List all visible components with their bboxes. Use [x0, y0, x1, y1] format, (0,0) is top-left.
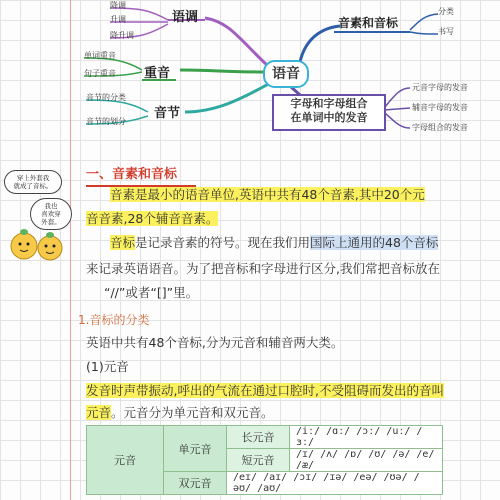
mm-letter-combo-node [272, 94, 386, 131]
bubble1-line2: 就成了音标。 [13, 182, 53, 190]
mascot-illustration [6, 222, 68, 268]
mm-syllable-item-1: 音节的分类 [86, 93, 126, 102]
highlight-phoneme-def: 音素是最小的语音单位,英语中共有48个音素,其中20个元 [110, 187, 425, 202]
paragraph-vowel-def-line1 [86, 384, 444, 398]
highlight-vowel-word: 元音 [86, 405, 112, 420]
bubble2-line1: 我也 [44, 202, 58, 210]
symbol-def-text: 是记录音素的符号。现在我们用 [135, 235, 311, 250]
mm-phoneme-label: 音素和音标 [338, 16, 399, 30]
single-vowel-cell: 单元音 [164, 426, 227, 472]
subheading-vowels: (1)元音 [86, 359, 129, 374]
paragraph-symbol-line2: 来记录英语语音。为了把音标和字母进行区分,我们常把音标放在 [86, 261, 440, 276]
bubble2-line3: 外套。 [41, 218, 61, 226]
double-vowel-values: /eɪ/ /aɪ/ /ɔɪ/ /ɪə/ /eə/ /ʊə/ /əʊ/ /aʊ/ [227, 472, 443, 495]
mm-intonation-label: 语调 [172, 10, 199, 25]
paragraph-classification: 英语中共有48个音标,分为元音和辅音两大类。 [86, 335, 344, 350]
long-vowel-values: /iː/ /ɑː/ /ɔː/ /uː/ /ɜː/ [290, 426, 443, 449]
mm-syllable-label: 音节 [154, 106, 181, 121]
highlight-phoneme-count: 音音素,28个辅音音素。 [86, 211, 219, 226]
mm-letter-combo-line2: 在单词中的发音 [290, 111, 368, 124]
long-vowel-label: 长元音 [227, 426, 290, 449]
bubble1-line1: 穿上外套我 [16, 174, 50, 182]
section-heading-text: 一、音素和音标 [86, 167, 178, 182]
paragraph-vowel-def-line2 [86, 406, 274, 420]
short-vowel-label: 短元音 [227, 449, 290, 472]
mm-intonation-item-2: 升调 [110, 15, 126, 24]
double-vowel-cell: 双元音 [164, 472, 227, 495]
paragraph-phoneme-line2 [86, 212, 218, 226]
mm-letter-combo-item-3: 字母组合的发音 [412, 123, 468, 132]
speech-bubble-1 [4, 170, 62, 194]
mm-phoneme-item-2: 书写 [438, 27, 454, 36]
vowel-group-cell: 元音 [87, 426, 164, 495]
vowel-table [86, 425, 443, 495]
short-vowel-values: /ɪ/ /ʌ/ /ɒ/ /ʊ/ /ə/ /e/ /æ/ [290, 449, 443, 472]
mm-stress-label: 重音 [144, 66, 171, 81]
paragraph-symbol-line1 [110, 236, 438, 250]
vowel-types-text: 。元音分为单元音和双元音。 [111, 405, 274, 420]
mm-syllable-item-2: 音节的划分 [86, 117, 126, 126]
mm-center-node: 语音 [263, 60, 309, 88]
section-heading-phonemes [86, 163, 177, 182]
paragraph-phoneme-line1 [110, 188, 425, 202]
subheading-classification: 1.音标的分类 [78, 313, 150, 327]
mindmap-connectors [0, 0, 500, 160]
mm-stress-item-2: 句子重音 [84, 69, 116, 78]
mm-intonation-item-1: 降调 [110, 1, 126, 10]
paragraph-symbol-line3: “//”或者“[]”里。 [104, 285, 199, 300]
mm-stress-item-1: 单词重音 [84, 51, 116, 60]
highlight-international: 国际上通用的48个音标 [310, 235, 439, 250]
mm-letter-combo-line1: 字母和字母组合 [290, 97, 368, 110]
mm-letter-combo-item-2: 辅音字母的发音 [412, 103, 468, 112]
table-row [87, 426, 443, 449]
highlight-vowel-def: 发音时声带振动,呼出的气流在通过口腔时,不受阻碍而发出的音叫 [86, 383, 444, 398]
bubble2-line2: 喜欢穿 [41, 210, 61, 218]
mm-intonation-item-3: 降升调 [110, 31, 134, 40]
mm-phoneme-item-1: 分类 [438, 7, 454, 16]
highlight-symbol-word: 音标 [110, 235, 136, 250]
mm-letter-combo-item-1: 元音字母的发音 [412, 83, 468, 92]
